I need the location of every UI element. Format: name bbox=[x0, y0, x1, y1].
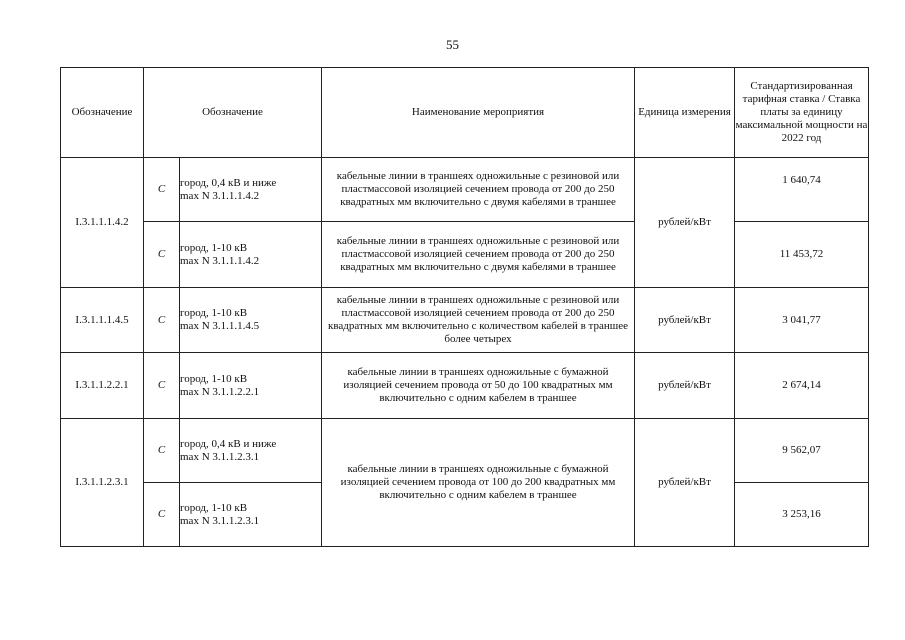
sub-max-code: max N 3.1.1.1.4.2 bbox=[180, 189, 260, 202]
sub-max-code: max N 3.1.1.1.4.5 bbox=[180, 320, 260, 332]
sub-max-code: max N 3.1.1.1.4.2 bbox=[180, 254, 260, 267]
sub-voltage: город, 0,4 кВ и ниже bbox=[180, 176, 277, 189]
row-code: I.3.1.1.1.4.5 bbox=[61, 288, 144, 353]
sub-description bbox=[180, 353, 322, 419]
sub-description bbox=[180, 222, 322, 288]
c-symbol: C bbox=[144, 158, 180, 222]
header-designation-2: Обозначение bbox=[144, 68, 322, 158]
table-row bbox=[61, 353, 869, 419]
sub-voltage: город, 1-10 кВ bbox=[180, 307, 248, 319]
unit-cell: рублей/кВт bbox=[635, 353, 735, 419]
table-row bbox=[61, 419, 869, 483]
row-code: I.3.1.1.2.3.1 bbox=[61, 419, 144, 547]
sub-max-code: max N 3.1.1.2.3.1 bbox=[180, 514, 260, 527]
measure-name: кабельные линии в траншеях одножильные с бумажной изоляцией сечением провода от 100 до 200 квадратных мм включительно с одним кабелем в траншее bbox=[322, 419, 635, 547]
table-row bbox=[61, 288, 869, 353]
sub-voltage: город, 1-10 кВ bbox=[180, 501, 248, 514]
rate-cell: 9 562,07 bbox=[735, 419, 869, 483]
unit-cell: рублей/кВт bbox=[635, 288, 735, 353]
sub-description bbox=[180, 483, 322, 547]
measure-name: кабельные линии в траншеях одножильные с резиновой или пластмассовой изоляцией сечением провода от 200 до 250 квадратных мм включительно с двумя кабелями в траншее bbox=[322, 158, 635, 222]
header-rate: Стандартизированная тарифная ставка / Ставка платы за единицу максимальной мощности на 2022 год bbox=[735, 68, 869, 158]
measure-name: кабельные линии в траншеях одножильные с резиновой или пластмассовой изоляцией сечением провода от 200 до 250 квадратных мм включительно с количеством кабелей в траншее более четырех bbox=[322, 288, 635, 353]
header-unit: Единица измерения bbox=[635, 68, 735, 158]
sub-voltage: город, 0,4 кВ и ниже bbox=[180, 437, 277, 450]
sub-description bbox=[180, 288, 322, 353]
header-designation: Обозначение bbox=[61, 68, 144, 158]
measure-name: кабельные линии в траншеях одножильные с резиновой или пластмассовой изоляцией сечением провода от 200 до 250 квадратных мм включительно с двумя кабелями в траншее bbox=[322, 222, 635, 288]
table-row bbox=[61, 222, 869, 288]
table-header-row bbox=[61, 68, 869, 158]
c-symbol: C bbox=[144, 419, 180, 483]
c-symbol: C bbox=[144, 483, 180, 547]
unit-cell: рублей/кВт bbox=[635, 419, 735, 547]
table-row bbox=[61, 158, 869, 222]
sub-voltage: город, 1-10 кВ bbox=[180, 241, 248, 254]
rate-cell: 1 640,74 bbox=[735, 158, 869, 222]
page-number: 55 bbox=[446, 37, 459, 52]
tariff-table bbox=[60, 67, 869, 547]
rate-cell: 11 453,72 bbox=[735, 222, 869, 288]
sub-description bbox=[180, 419, 322, 483]
c-symbol: C bbox=[144, 353, 180, 419]
row-code: I.3.1.1.1.4.2 bbox=[61, 158, 144, 288]
sub-description bbox=[180, 158, 322, 222]
row-code: I.3.1.1.2.2.1 bbox=[61, 353, 144, 419]
sub-max-code: max N 3.1.1.2.3.1 bbox=[180, 450, 260, 463]
unit-cell: рублей/кВт bbox=[635, 158, 735, 288]
rate-cell: 3 041,77 bbox=[735, 288, 869, 353]
sub-voltage: город, 1-10 кВ bbox=[180, 372, 248, 385]
c-symbol: C bbox=[144, 288, 180, 353]
sub-max-code: max N 3.1.1.2.2.1 bbox=[180, 385, 260, 398]
c-symbol: C bbox=[144, 222, 180, 288]
measure-name: кабельные линии в траншеях одножильные с бумажной изоляцией сечением провода от 50 до 100 квадратных мм включительно с одним кабелем в траншее bbox=[322, 353, 635, 419]
rate-cell: 2 674,14 bbox=[735, 353, 869, 419]
rate-cell: 3 253,16 bbox=[735, 483, 869, 547]
header-measure-name: Наименование мероприятия bbox=[322, 68, 635, 158]
